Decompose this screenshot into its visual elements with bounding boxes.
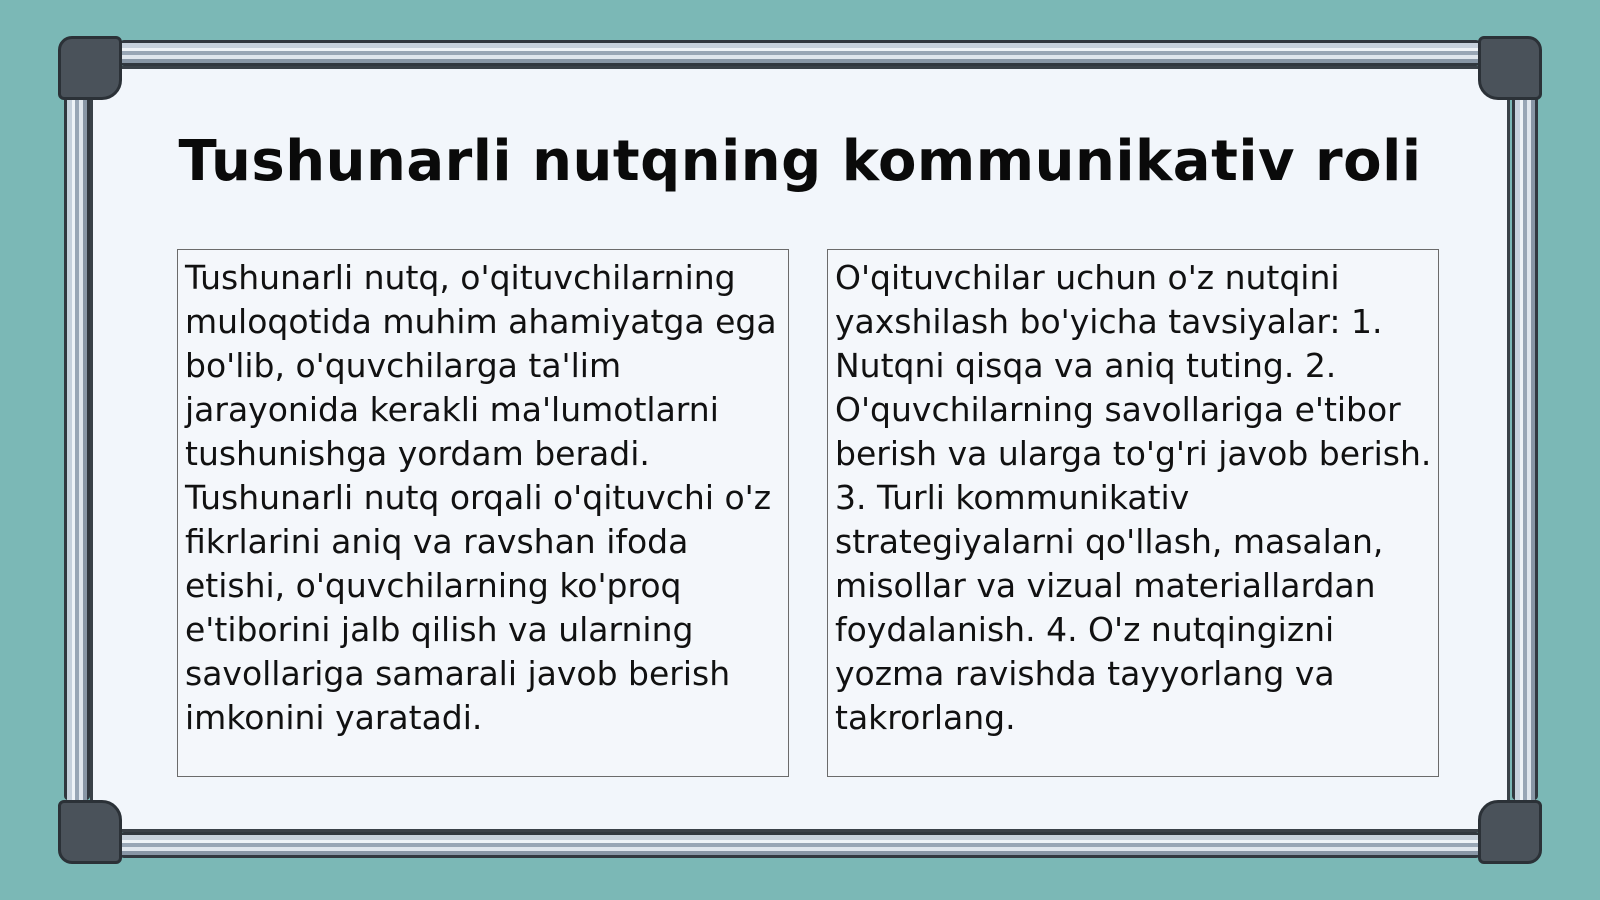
frame-corner-bottom-left [58,800,122,864]
frame-corner-bottom-right [1478,800,1542,864]
right-text-box: O'qituvchilar uchun o'z nutqini yaxshilash bo'yicha tavsiyalar: 1. Nutqni qisqa va aniq tuting. 2. O'quvchilarning savollariga e'tibor berish va ularga to'g'ri javob berish. 3. Turli kommunikativ strategiyalarni qo'llash, masalan, misollar va vizual materiallardan foydalanish. 4. O'z nutqingizni yozma ravishda tayyorlang va takrorlang. [827,249,1439,777]
slide-title: Tushunarli nutqning kommunikativ roli [178,129,1422,194]
left-text-box: Tushunarli nutq, o'qituvchilarning muloqotida muhim ahamiyatga ega bo'lib, o'quvchilarga ta'lim jarayonida kerakli ma'lumotlarni tushunishga yordam beradi. Tushunarli nutq orqali o'qituvchi o'z fikrlarini aniq va ravshan ifoda etishi, o'quvchilarning ko'proq e'tiborini jalb qilish va ularning savollariga samarali javob berish imkonini yaratadi. [177,249,789,777]
whiteboard-frame-left [64,90,90,800]
frame-corner-top-right [1478,36,1542,100]
frame-corner-top-left [58,36,122,100]
whiteboard-frame-right [1512,90,1538,800]
whiteboard-frame-bottom [120,832,1480,858]
whiteboard-frame-top [120,40,1480,66]
